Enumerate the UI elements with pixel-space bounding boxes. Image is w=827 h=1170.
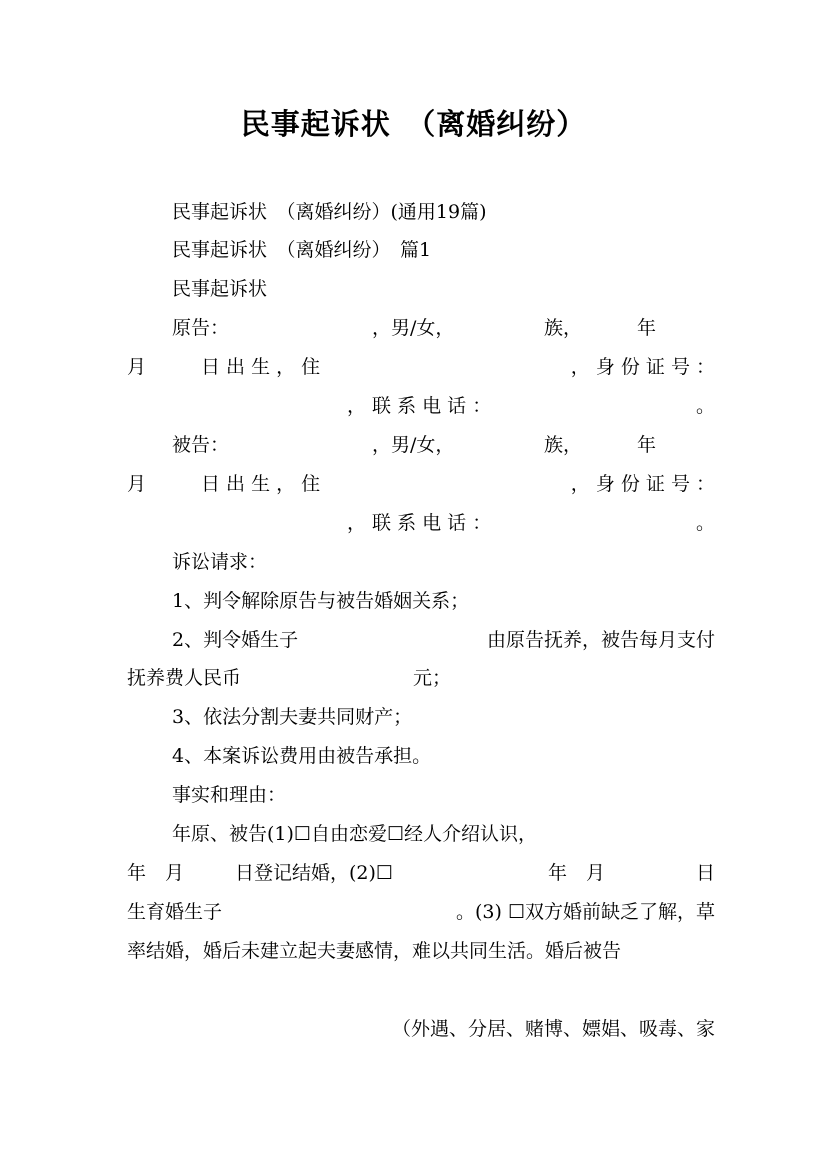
facts-line-5: （外遇、分居、赌博、嫖娼、吸毒、家 bbox=[391, 1018, 715, 1040]
defendant-period: 。 bbox=[695, 512, 715, 534]
plaintiff-month: 月 bbox=[127, 356, 147, 378]
claim-item-2-cont: 抚养费人民币 bbox=[127, 667, 242, 689]
claim-item-2-end: 由原告抚养，被告每月支付 bbox=[486, 629, 715, 651]
plaintiff-period: 。 bbox=[695, 395, 715, 417]
facts-line-1: 年原、被告(1)☐自由恋爱☐经人介绍认识， bbox=[172, 823, 537, 845]
plaintiff-phone-label: ， 联 系 电 话 ： bbox=[347, 395, 492, 417]
facts-line-3-start: 生育婚生子 bbox=[127, 901, 223, 923]
claims-heading: 诉讼请求： bbox=[172, 551, 268, 573]
plaintiff-id-label: ， 身 份 证 号 ： bbox=[570, 356, 715, 378]
claim-item-2-start: 2、判令婚生子 bbox=[172, 629, 299, 651]
page-title: 民事起诉状 （离婚纠纷） bbox=[240, 107, 587, 141]
defendant-month: 月 bbox=[127, 473, 147, 495]
facts-line-4: 率结婚，婚后未建立起夫妻感情，难以共同生活。婚后被告 bbox=[127, 940, 622, 962]
defendant-label: 被告： bbox=[172, 434, 230, 456]
section-heading: 民事起诉状 （离婚纠纷） 篇1 bbox=[172, 239, 432, 261]
plaintiff-birth-address: 日 出 生 ， 住 bbox=[201, 356, 321, 378]
defendant-year: 年 bbox=[637, 434, 657, 456]
claim-item-1: 1、判令解除原告与被告婚姻关系； bbox=[172, 590, 470, 612]
doc-heading: 民事起诉状 bbox=[172, 278, 268, 300]
plaintiff-label: 原告： bbox=[172, 317, 230, 339]
plaintiff-gender: ，男/女， bbox=[372, 317, 455, 339]
facts-line-2-date: 年 月 bbox=[127, 862, 185, 884]
defendant-ethnicity: 族， bbox=[544, 434, 583, 456]
facts-line-3-end: 。(3) ☐双方婚前缺乏了解，草 bbox=[456, 901, 715, 923]
defendant-id-label: ， 身 份 证 号 ： bbox=[570, 473, 715, 495]
defendant-gender: ，男/女， bbox=[372, 434, 455, 456]
facts-line-2-date2: 年 月 bbox=[548, 862, 606, 884]
claim-item-3: 3、依法分割夫妻共同财产； bbox=[172, 706, 413, 728]
facts-line-2-day: 日 bbox=[695, 862, 715, 884]
facts-line-2-marriage: 日登记结婚，(2)☐ bbox=[235, 862, 393, 884]
plaintiff-year: 年 bbox=[637, 317, 657, 339]
plaintiff-ethnicity: 族， bbox=[544, 317, 583, 339]
claim-item-2-unit: 元； bbox=[413, 667, 452, 689]
defendant-phone-label: ， 联 系 电 话 ： bbox=[347, 512, 492, 534]
subtitle-line: 民事起诉状 （离婚纠纷）(通用19篇) bbox=[172, 201, 487, 223]
facts-heading: 事实和理由： bbox=[172, 784, 287, 806]
claim-item-4: 4、本案诉讼费用由被告承担。 bbox=[172, 745, 432, 767]
defendant-birth-address: 日 出 生 ， 住 bbox=[201, 473, 321, 495]
